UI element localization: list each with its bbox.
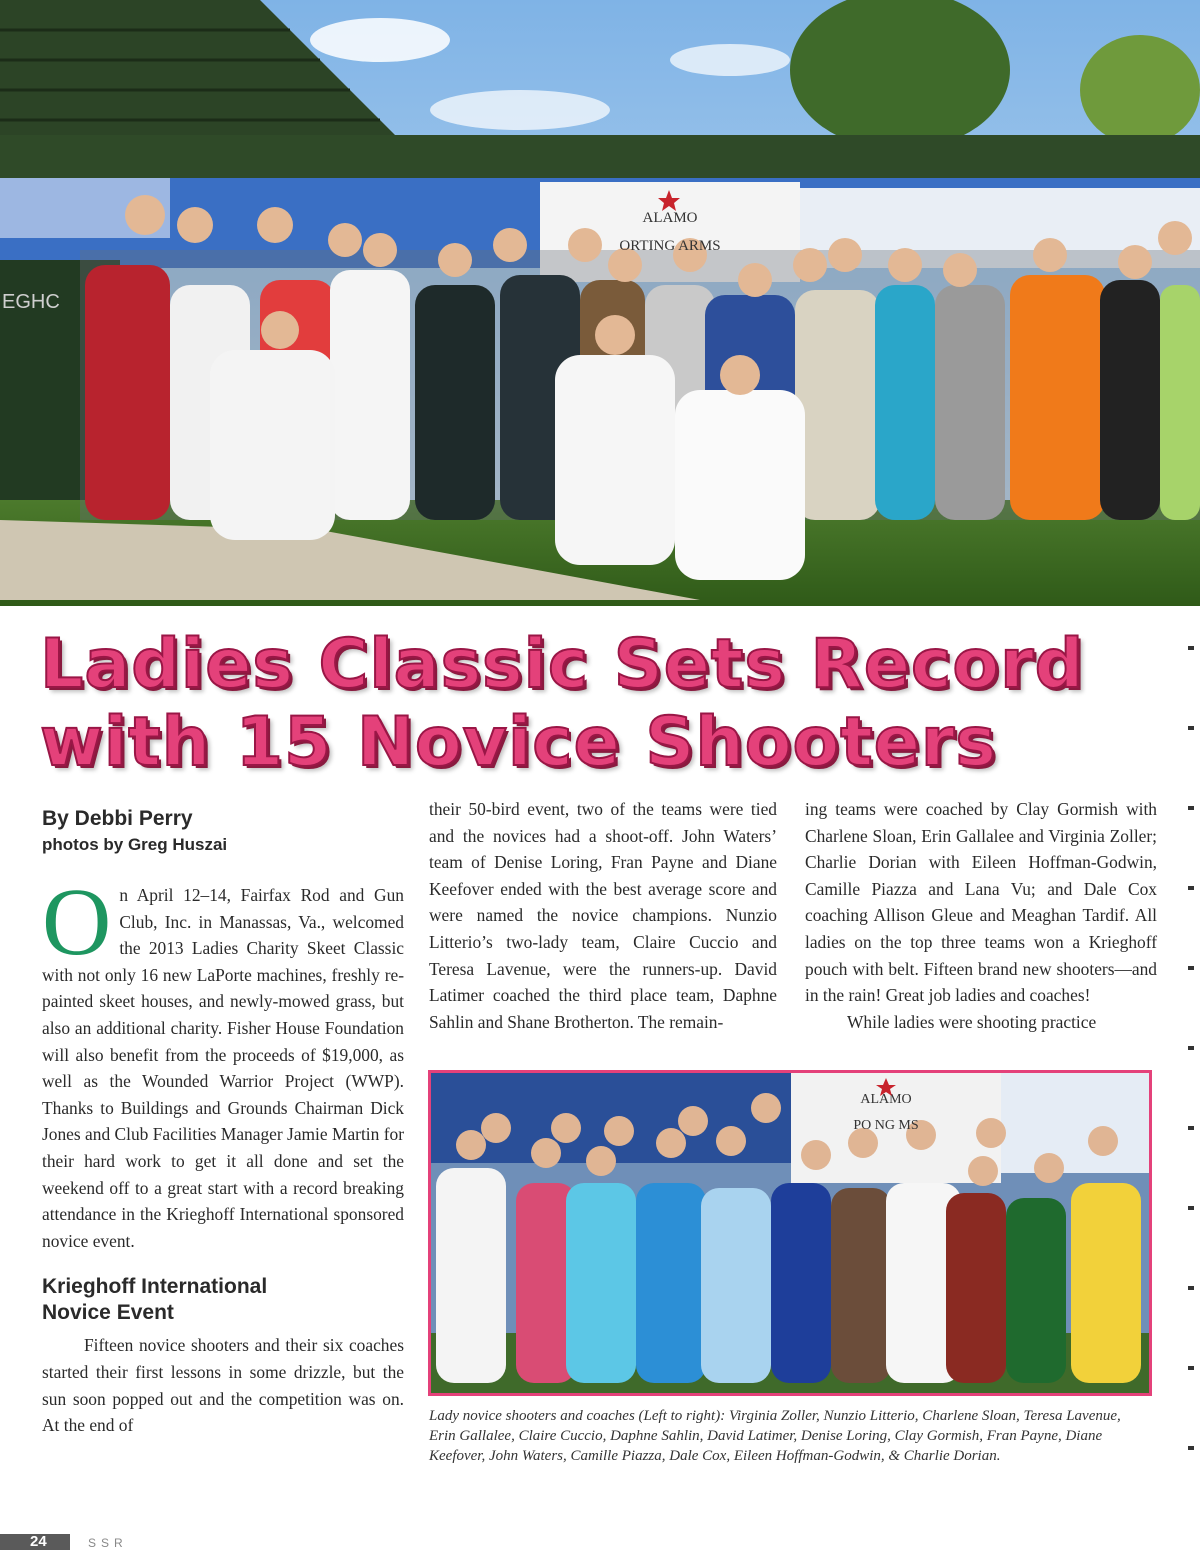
hero-sign-line1: ALAMO xyxy=(642,210,698,226)
paragraph-1 xyxy=(42,868,404,1254)
section-subhead xyxy=(42,1274,404,1326)
inset-photo-illustration xyxy=(431,1073,1149,1393)
title-line-2: with 15 Novice Shooters xyxy=(40,703,997,782)
paragraph-2: Fifteen novice shooters and their six coaches started their first lessons in some drizzle, but the sun soon popped out and the competition was on. At the end of xyxy=(42,1335,404,1436)
article-title xyxy=(40,626,1160,782)
binding-edge-decoration xyxy=(1170,606,1200,1550)
inset-sign-line1: ALAMO xyxy=(860,1092,912,1107)
article-column-3 xyxy=(805,796,1157,1035)
column-3-text: ing teams were coached by Clay Gormish with Charlene Sloan, Erin Gallalee and Virginia Zoller; Charlie Dorian with Eileen Hoffman-Godwin, Camille Piazza and Lana Vu; and Dale Cox coaching Allison Gleue and Meaghan Tardif. All ladies on the top three teams won a Krieghoff pouch with belt. Fifteen brand new shooters—and in the rain! Great job ladies and coaches! xyxy=(805,799,1157,1006)
photo-caption: Lady novice shooters and coaches (Left to right): Virginia Zoller, Nunzio Litterio, Charlene Sloan, Teresa Lavenue, Erin Gallalee, Claire Cuccio, Daphne Sahlin, David Latimer, Denise Loring, Clay Gormish, Fran Payne, Diane Keefover, John Waters, Camille Piazza, Dale Cox, Eileen Hoffman-Godwin, & Charlie Dorian. xyxy=(429,1408,1121,1464)
article-column-2 xyxy=(429,796,777,1035)
column-3-continuation: While ladies were shooting practice xyxy=(847,1011,1097,1032)
byline: By Debbi Perry xyxy=(42,807,193,830)
article-column-1 xyxy=(42,796,404,1439)
hero-sign-line2: ORTING ARMS xyxy=(619,238,721,254)
page-number: 24 xyxy=(0,1534,70,1550)
drop-cap: O xyxy=(42,868,112,975)
hero-banner-left-text: EGHC xyxy=(2,291,60,313)
inset-group-photo xyxy=(428,1070,1152,1396)
hero-photo-illustration xyxy=(0,0,1200,606)
title-line-1: Ladies Classic Sets Record xyxy=(40,625,1085,704)
magazine-name: SSR xyxy=(88,1536,128,1550)
photo-credit: photos by Greg Huszai xyxy=(42,835,228,854)
paragraph-1-text: n April 12–14, Fairfax Rod and Gun Club, Inc. in Manassas, Va., welcomed the 2013 Ladies Charity Skeet Classic with not only 16 new LaPorte machines, freshly re-painted skeet houses, and newly-mowed grass, but also an additional charity. Fisher House Foundation will also benefit from the proceeds of $19,000, as well as the Wounded Warrior Project (WWP). Thanks to Buildings and Grounds Chairman Dick Jones and Club Facilities Manager Jamie Martin for their hard work to get it all done and set the weekend off to a great start with a record breaking attendance in the Krieghoff International sponsored novice event. xyxy=(42,885,404,1251)
column-2-text: their 50-bird event, two of the teams were tied and the novices had a shoot-off. John Waters’ team of Denise Loring, Fran Payne and Diane Keefover ended with the best average score and were named the novice champions. Nunzio Litterio’s two-lady team, Claire Cuccio and Teresa Lavenue, were the runners-up. David Latimer coached the third place team, Daphne Sahlin and Shane Brotherton. The remain- xyxy=(429,799,777,1032)
subhead-line-2: Novice Event xyxy=(42,1301,174,1325)
hero-group-photo xyxy=(0,0,1200,606)
subhead-line-1: Krieghoff International xyxy=(42,1275,268,1299)
inset-sign-line2: PO NG MS xyxy=(853,1118,919,1133)
